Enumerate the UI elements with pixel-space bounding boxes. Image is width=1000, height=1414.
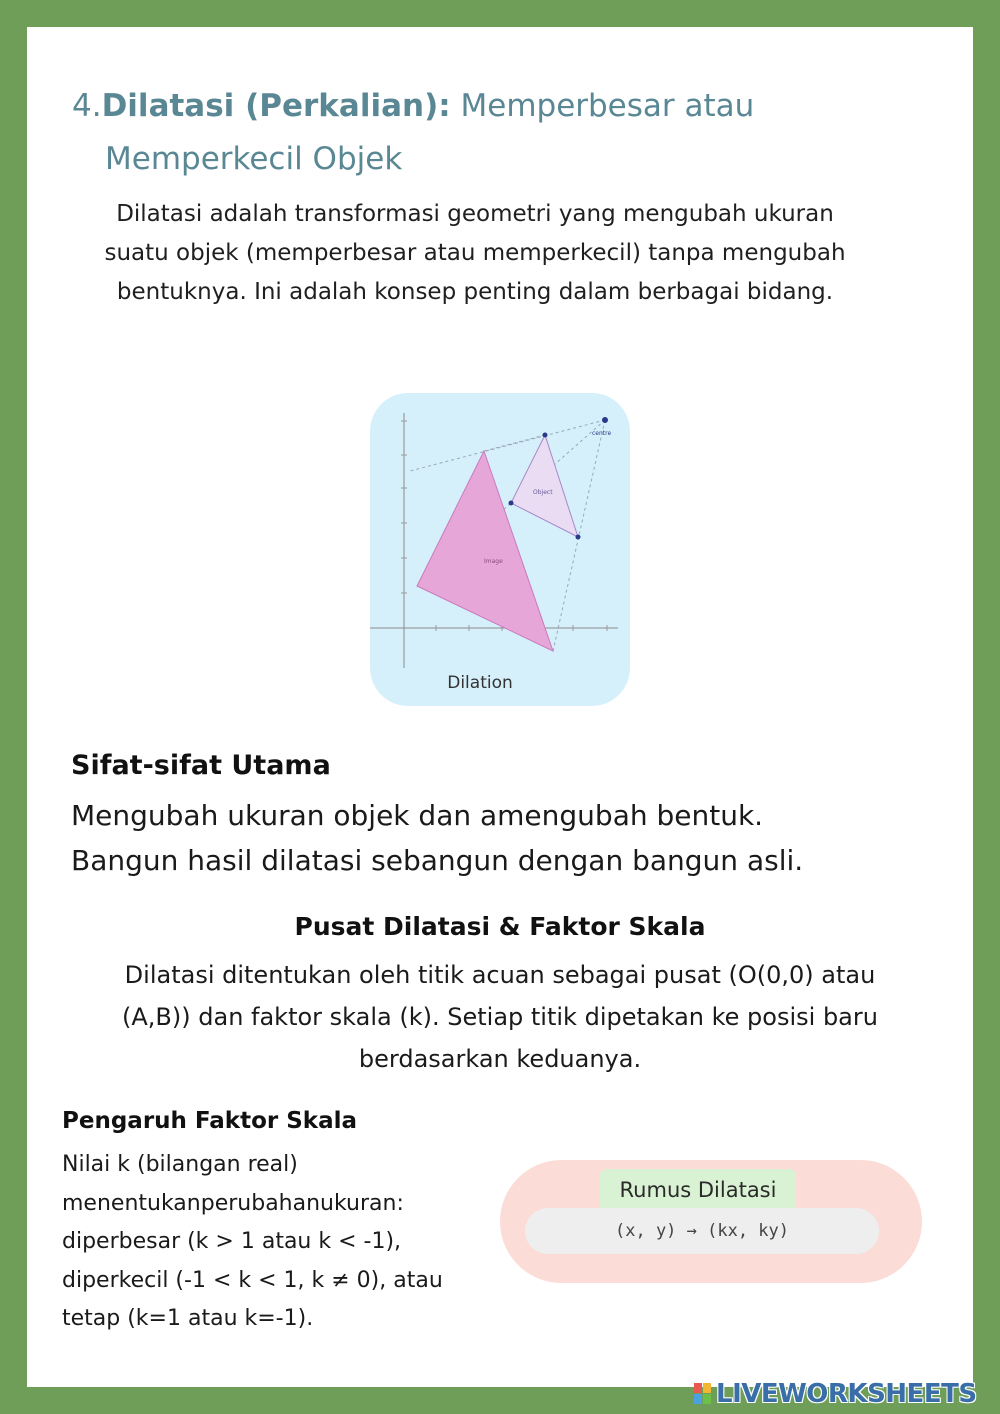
heading-number: 4. [72,88,102,124]
centre-label: centre [592,430,612,437]
object-label: Object [533,489,553,496]
scale-effect-body: Nilai k (bilangan real) menentukanperubahanukuran: diperbesar (k > 1 atau k < -1), diperkecil (-1 < k < 1, k ≠ 0), atau tetap (k=1 atau k=-1). [62,1152,443,1332]
properties-line: Bangun hasil dilatasi sebangun dengan bangun asli. [71,844,804,877]
figure-caption: Dilation [447,673,513,693]
heading-title: Dilatasi (Perkalian): [101,88,451,124]
dilation-figure [370,393,630,706]
center-scale-body: Dilatasi ditentukan oleh titik acuan sebagai pusat (O(0,0) atau (A,B)) dan faktor skala (k). Setiap titik dipetakan ke posisi baru berdasarkan keduanya. [122,961,878,1073]
formula-label: Rumus Dilatasi [600,1169,796,1211]
liveworksheets-logo-icon [694,1383,712,1405]
formula-expression: (x, y) → (kx, ky) [525,1208,879,1254]
heading-subtitle-line2: Memperkecil Objek [105,141,403,177]
intro-paragraph: Dilatasi adalah transformasi geometri yang mengubah ukuran suatu objek (memperbesar atau memperkecil) tanpa mengubah bentuknya. Ini adalah konsep penting dalam berbagai bidang. [104,201,846,305]
center-scale-title: Pusat Dilatasi & Faktor Skala [294,912,706,941]
watermark [694,1374,977,1414]
properties-body [71,793,931,883]
image-label: Image [484,558,503,565]
dilation-diagram [370,393,630,706]
properties-line: Mengubah ukuran objek dan amengubah bentuk. [71,799,764,832]
scale-effect-title: Pengaruh Faktor Skala [62,1108,358,1134]
properties-title: Sifat-sifat Utama [71,750,331,781]
watermark-text: LIVEWORKSHEETS [716,1379,977,1409]
object-triangle [511,435,578,537]
section-heading [72,80,922,186]
heading-subtitle: Memperbesar atau [450,88,755,124]
